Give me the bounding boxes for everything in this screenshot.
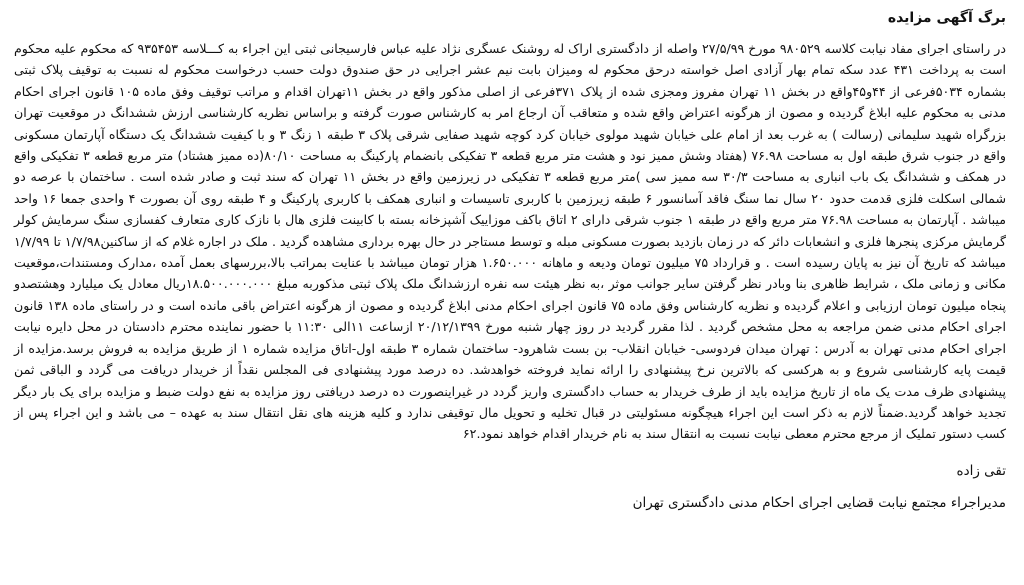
notice-body: در راستای اجرای مفاد نیابت کلاسه ۹۸۰۵۲۹ مورخ ۲۷/۵/۹۹ واصله از دادگستری اراک له روشنک عسگری نژاد علیه عباس فارسیجانی ثبتی این اجراء به کـــلاسه ۹۳۵۴۵۳ که محکوم علیه محکوم است به پرداخت ۴۳۱ عدد سکه تمام بهار آزادی اصل خواسته درحق محکوم له ومیزان بابت نیم عشر اجرایی در حق صندوق دولت حسب درخواست محکوم له نسبت به توقیف پلاک ثبتی بشماره ۵۰۳۴فرعی از ۴۴و۴۵واقع در بخش ۱۱ تهران مفروز ومجزی شده از پلاک ۳۷۱فرعی از اصلی مذکور واقع در بخش ۱۱تهران اقدام و مراتب توقیف وفق ماده ۱۰۵ قانون اجرای احکام مدنی به محکوم علیه ابلاغ گردیده و مصون از هرگونه اعتراض واقع شده و متعاقب آن ارجاع امر به کارشناس صورت گرفته و براساس نظریه کارشناسی ارزش ششدانگ در موقعیت تهران بزرگراه شهید سلیمانی (رسالت ) به غرب بعد از امام علی خیابان شهید مولوی خیابان کرد کوچه شهید صفایی شرقی پلاک ۳ طبقه ۱ زنگ ۳ و با کیفیت ششدانگ یک دستگاه آپارتمان مسکونی واقع در جنوب شرق طبقه اول به مساحت ۷۶.۹۸ (هفتاد وشش ممیز نود و هشت متر مربع قطعه ۳ تفکیکی بانضمام پارکینگ به مساحت ۸۰/۱۰(ده ممیز هشتاد) متر مربع قطعه ۳ تفکیکی واقع در همکف و ششدانگ یک باب انباری به مساحت ۳۰/۳ سه ممیز سی )متر مربع قطعه ۳ تفکیکی در زیرزمین واقع در بخش ۱۱ تهران که سند ثبت و صادر شده است . ساختمان با عرصه دو شمالی اسکلت فلزی قدمت حدود ۲۰ سال نما سنگ فاقد آسانسور ۶ طبقه زیرزمین با کاربری تاسیسات و انباری همکف با کاربری پارکینگ و ۴ طبقه روی آن بصورت ۴ واحدی جمعا ۱۶ واحد میباشد . آپارتمان به مساحت ۷۶.۹۸ متر مربع واقع در طبقه ۱ جنوب شرقی دارای ۲ اتاق باکف موزاییک آشپزخانه بسته با کابینت فلزی هال با نازک کاری متعارف کفسازی سنگ سرمایش کولر گرمایش مرکزی پنجرها فلزی و انشعابات دائر که در زمان بازدید بصورت مسکونی مبله و توسط مستاجر در حال بهره برداری مشاهده گردید . ملک در اجاره غلام که از ساکنین۱/۷/۹۸ تا ۱/۷/۹۹ میباشد که تاریخ آن نیز به پایان رسیده است . و قرارداد ۷۵ میلیون تومان ودیعه و ماهانه ۱.۶۵۰.۰۰۰ هزار تومان میباشد با عنایت بمراتب بالا،بررسهای بعمل آمده ،مدارک ومستندات،موقعیت مکانی و زمانی ملک ، شرایط ظاهری بنا وبادر نظر گرفتن سایر جوانب موثر ،به نظر هیئت سه نفره ارزشدانگ ملک پلاک ثبتی مذکوربه مبلغ ۱۸.۵۰۰.۰۰۰.۰۰۰ریال معادل یک میلیارد وهشتصدو پنجاه میلیون تومان ارزیابی و اعلام گردیده و نظریه کارشناس وفق ماده ۷۵ قانون اجرای احکام مدنی ابلاغ گردیده و مصون از هرگونه اعتراض باقی مانده است و در راستای ماده ۱۳۸ قانون اجرای احکام مدنی ضمن مراجعه به محل مشخص گردید . لذا مقرر گردید در روز چهار شنبه مورخ ۲۰/۱۲/۱۳۹۹ ازساعت ۱۱الی ۱۱:۳۰ با حضور نماینده محترم دادستان در محل دایره نیابت اجرای احکام مدنی تهران به آدرس : تهران میدان فردوسی- خیابان انقلاب- بن بست شاهرود- ساختمان شماره ۳ طبقه اول-اتاق مزایده شماره ۱ از طریق مزایده به فروش برسد.مزایده از قیمت پایه کارشناسی شروع و به هرکسی که بالاترین نرخ پیشنهادی را ارائه نماید فروخته خواهدشد. ده درصد مورد پیشنهادی فی المجلس نقداً از خریدار دریافت می گردد و الباقی ثمن پیشنهادی ظرف مدت یک ماه از تاریخ مزایده باید از طرف خریدار به حساب دادگستری واریز گردد در غیراینصورت ده درصد دریافتی روز مزایده به نفع دولت ضبط و مزایده برای یک بار دیگر تجدید خواهد گردید.ضمناً لازم به ذکر است این اجراء هیچگونه مسئولیتی در قبال تخلیه و تحویل مال توقیفی ندارد و کلیه هزینه های نقل انتقال سند به عهده – می باشد و این اجراء پس از کسب دستور تملیک از مرجع محترم معطی نیابت نسبت به انتقال سند به نام خریدار اقدام خواهد نمود.۶۲ <box>14 41 1007 442</box>
signer-title: مدیراجراء مجتمع نیابت قضایی اجرای احکام مدنی دادگستری تهران <box>632 494 1006 511</box>
signer-name: تقی زاده <box>956 462 1006 479</box>
notice-title: برگ آگهی مزایده <box>887 10 1006 26</box>
